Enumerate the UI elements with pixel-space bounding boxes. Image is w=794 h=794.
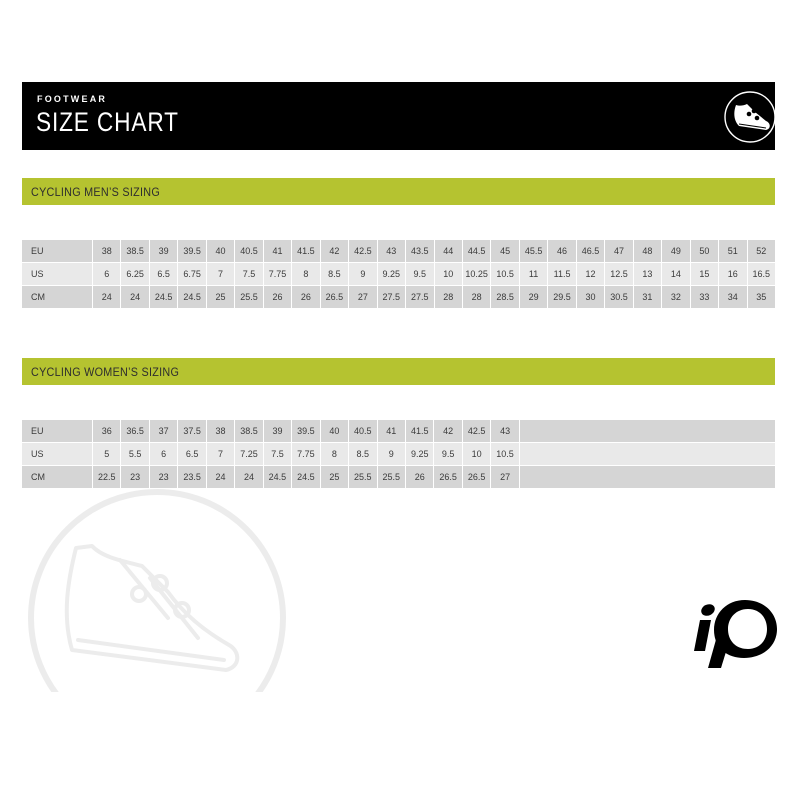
- size-cell: 9: [349, 263, 376, 285]
- size-cell: 28.5: [491, 286, 518, 308]
- size-cell: 9.25: [378, 263, 405, 285]
- size-cell: 39: [150, 240, 177, 262]
- size-cell: 27.5: [378, 286, 405, 308]
- size-cell: 10: [435, 263, 462, 285]
- size-cell: 40: [207, 240, 234, 262]
- size-cell: 39.5: [178, 240, 205, 262]
- size-cell: 25.5: [349, 466, 376, 488]
- size-cell: 40.5: [349, 420, 376, 442]
- size-cell: 31: [634, 286, 661, 308]
- size-cell: 43: [378, 240, 405, 262]
- size-cell: 37: [150, 420, 177, 442]
- size-cell: 7.5: [264, 443, 291, 465]
- size-cell: 23: [121, 466, 148, 488]
- size-cell: 6: [150, 443, 177, 465]
- size-cell: 35: [748, 286, 775, 308]
- size-cell: 25: [207, 286, 234, 308]
- size-cell: 44.5: [463, 240, 490, 262]
- size-cell: 40.5: [235, 240, 262, 262]
- size-cell: 38: [93, 240, 120, 262]
- size-cell: 24: [93, 286, 120, 308]
- size-row-cm: [22, 286, 775, 308]
- size-cell: 24: [207, 466, 234, 488]
- size-cell: 39: [264, 420, 291, 442]
- size-cell: 24: [121, 286, 148, 308]
- size-cell: 46.5: [577, 240, 604, 262]
- size-cell: 30: [577, 286, 604, 308]
- size-cell: 12.5: [605, 263, 632, 285]
- size-cell: 7.75: [292, 443, 319, 465]
- size-cell: 16: [719, 263, 746, 285]
- size-cell: 24.5: [264, 466, 291, 488]
- size-cell: 49: [662, 240, 689, 262]
- size-cell: 29.5: [548, 286, 575, 308]
- size-cell: 42.5: [463, 420, 490, 442]
- size-cell: 9.5: [406, 263, 433, 285]
- size-cell: 29: [520, 286, 547, 308]
- mens-section-title: CYCLING MEN’S SIZING: [31, 185, 161, 199]
- size-row-us: [22, 263, 775, 285]
- size-cell: 10.25: [463, 263, 490, 285]
- size-cell: 24: [235, 466, 262, 488]
- size-cell: 52: [748, 240, 775, 262]
- size-cell: 28: [463, 286, 490, 308]
- size-cell: 9.25: [406, 443, 433, 465]
- size-cell: 11.5: [548, 263, 575, 285]
- size-row-cm: [22, 466, 775, 488]
- size-cell: 7.25: [235, 443, 262, 465]
- mens-section-band: [22, 178, 775, 205]
- size-cell: 38.5: [235, 420, 262, 442]
- size-cell: 7: [207, 443, 234, 465]
- row-label: US: [22, 263, 92, 285]
- size-cell: 5.5: [121, 443, 148, 465]
- size-cell: 8: [292, 263, 319, 285]
- size-cell: 13: [634, 263, 661, 285]
- size-cell: 22.5: [93, 466, 120, 488]
- size-cell: 6.5: [178, 443, 205, 465]
- size-row-eu: [22, 420, 775, 442]
- size-cell: 27: [491, 466, 518, 488]
- size-cell: 15: [691, 263, 718, 285]
- size-cell: 46: [548, 240, 575, 262]
- size-cell: 9.5: [434, 443, 461, 465]
- size-cell: 51: [719, 240, 746, 262]
- size-cell: 8.5: [349, 443, 376, 465]
- size-cell: 41.5: [292, 240, 319, 262]
- size-cell: 48: [634, 240, 661, 262]
- womens-section-title: CYCLING WOMEN’S SIZING: [31, 365, 180, 379]
- size-cell: 24.5: [150, 286, 177, 308]
- size-cell: 7: [207, 263, 234, 285]
- size-cell: 43.5: [406, 240, 433, 262]
- pearl-izumi-logo: [690, 596, 780, 670]
- size-cell: 36: [93, 420, 120, 442]
- size-row-us: [22, 443, 775, 465]
- size-cell: 47: [605, 240, 632, 262]
- size-cell: 5: [93, 443, 120, 465]
- size-cell: 26: [406, 466, 433, 488]
- mens-size-table: [22, 240, 775, 308]
- size-cell: 7.5: [235, 263, 262, 285]
- womens-section-band: [22, 358, 775, 385]
- size-cell: 6: [93, 263, 120, 285]
- size-cell: 37.5: [178, 420, 205, 442]
- size-cell: 33: [691, 286, 718, 308]
- size-cell: 24.5: [178, 286, 205, 308]
- size-cell: 40: [321, 420, 348, 442]
- size-row-eu: [22, 240, 775, 262]
- size-cell: 10.5: [491, 263, 518, 285]
- size-cell: 25.5: [235, 286, 262, 308]
- size-cell: 24.5: [292, 466, 319, 488]
- size-cell: 32: [662, 286, 689, 308]
- size-cell: 41: [264, 240, 291, 262]
- size-cell: 42: [434, 420, 461, 442]
- size-cell: 26.5: [463, 466, 490, 488]
- size-chart-header: [22, 82, 775, 150]
- table-filler: [520, 420, 775, 442]
- size-cell: 30.5: [605, 286, 632, 308]
- size-cell: 27: [349, 286, 376, 308]
- size-cell: 50: [691, 240, 718, 262]
- womens-size-table: [22, 420, 775, 488]
- size-cell: 9: [378, 443, 405, 465]
- size-cell: 7.75: [264, 263, 291, 285]
- size-cell: 10.5: [491, 443, 518, 465]
- size-cell: 43: [491, 420, 518, 442]
- size-cell: 42.5: [349, 240, 376, 262]
- size-cell: 36.5: [121, 420, 148, 442]
- size-cell: 8: [321, 443, 348, 465]
- size-cell: 14: [662, 263, 689, 285]
- row-label: EU: [22, 240, 92, 262]
- size-cell: 45.5: [520, 240, 547, 262]
- size-cell: 41.5: [406, 420, 433, 442]
- size-cell: 28: [435, 286, 462, 308]
- size-cell: 16.5: [748, 263, 775, 285]
- table-filler: [520, 466, 775, 488]
- size-cell: 6.75: [178, 263, 205, 285]
- size-cell: 42: [321, 240, 348, 262]
- size-cell: 11: [520, 263, 547, 285]
- size-cell: 8.5: [321, 263, 348, 285]
- size-cell: 23.5: [178, 466, 205, 488]
- size-cell: 26.5: [321, 286, 348, 308]
- size-cell: 41: [378, 420, 405, 442]
- size-cell: 26: [292, 286, 319, 308]
- table-filler: [520, 443, 775, 465]
- size-cell: 23: [150, 466, 177, 488]
- size-cell: 25.5: [378, 466, 405, 488]
- size-cell: 12: [577, 263, 604, 285]
- row-label: US: [22, 443, 92, 465]
- size-cell: 6.5: [150, 263, 177, 285]
- size-cell: 38: [207, 420, 234, 442]
- size-cell: 27.5: [406, 286, 433, 308]
- size-cell: 45: [491, 240, 518, 262]
- size-cell: 44: [435, 240, 462, 262]
- header-eyebrow: FOOTWEAR: [37, 94, 108, 104]
- cycling-shoe-icon: [722, 87, 775, 145]
- size-cell: 38.5: [121, 240, 148, 262]
- size-cell: 26: [264, 286, 291, 308]
- size-cell: 26.5: [434, 466, 461, 488]
- size-cell: 25: [321, 466, 348, 488]
- page-title: SIZE CHART: [36, 107, 179, 137]
- row-label: EU: [22, 420, 92, 442]
- size-cell: 10: [463, 443, 490, 465]
- row-label: CM: [22, 286, 92, 308]
- row-label: CM: [22, 466, 92, 488]
- size-cell: 39.5: [292, 420, 319, 442]
- size-cell: 6.25: [121, 263, 148, 285]
- size-cell: 34: [719, 286, 746, 308]
